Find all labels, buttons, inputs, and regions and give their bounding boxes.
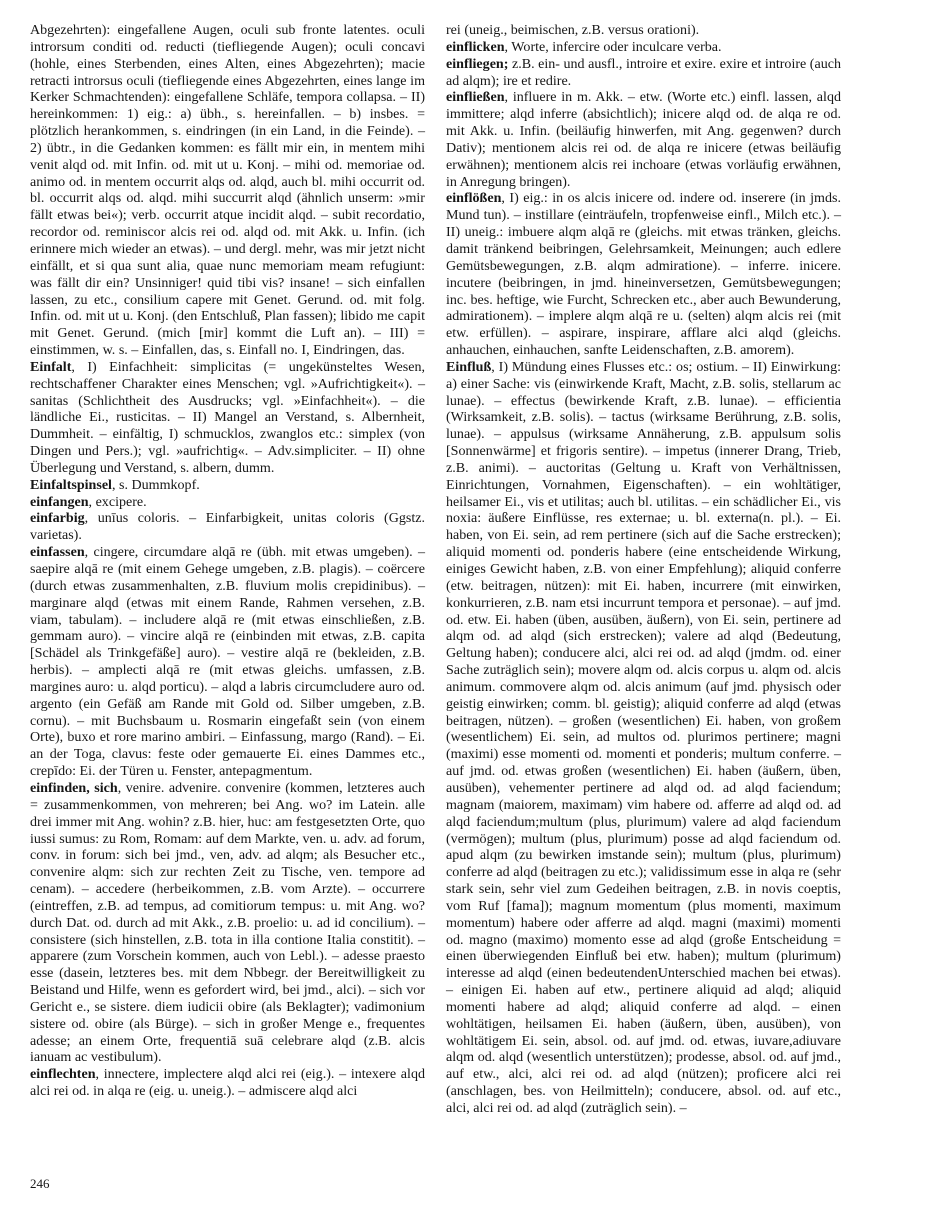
entry-lemma: einfinden, sich xyxy=(30,779,118,796)
dictionary-entry xyxy=(30,477,425,494)
dictionary-entry xyxy=(30,1066,425,1100)
entry-lemma: einfarbig xyxy=(30,510,85,527)
entry-body: , innectere, implectere alqd alci rei (eig.). – intexere alqd alci rei od. in alqa re (eig. u. uneig.). – admiscere alqd alci xyxy=(30,1066,425,1100)
entry-body: , I) Einfachheit: simplicitas (= ungekünsteltes Wesen, rechtschaffener Charakter eines Menschen; vgl. »Aufrichtigkeit«). – sanitas (Schlichtheit des Ausdrucks; vgl. »Einfachheit«). – die ländliche Ei., rusticitas. – II) Mangel an Verstand, s. Albernheit, Dummheit. – einfältig, I) schmucklos, zwanglos etc.: simplex (von Dingen und Pers.); vgl. »aufrichtig«. – Adv.simpliciter. – II) ohne Überlegung und Verstand, s. albern, dumm. xyxy=(30,358,425,476)
entry-body: , Worte, infercire oder inculcare verba. xyxy=(504,38,722,55)
dictionary-entry xyxy=(30,544,425,780)
entry-lemma: einfangen xyxy=(30,493,89,510)
dictionary-entry xyxy=(30,359,425,477)
entry-body: z.B. ein- und ausfl., introire et exire. exire et introire (auch ad alqm); ire et redire. xyxy=(446,55,841,89)
dictionary-entry xyxy=(446,56,841,90)
right-column xyxy=(446,22,841,1117)
entry-body: Abgezehrten): eingefallene Augen, oculi sub fronte latentes. oculi introrsum conditi od. reducti (tiefliegende Augen); oculi concavi (hohle, eines Sterbenden, eines Alten, eines Abgezehrten); macie retracti introrsus oculi (tiefliegende eines Abgezehrten, eines lange im Kerker Schmachtenden): eingefallene Schläfe, tempora collapsa. – II) hereinkommen: 1) eig.: a) übh., s. hereinfallen. – b) insbes. = plötzlich herankommen, s. eindringen (in ein Land, in die Feinde). – 2) übtr., in die Gedanken kommen: es fällt mir ein, in mentem mihi venit alqd od. mit Infin. od. mit ut u. Konj. – mihi od. memoriae od. animo od. in mentem occurrit alqs od. alqd, auch bl. mihi occurrit od. bl. occurrit alqs od. alqd. mihi succurrit alqd (ähnlich unserm: »mir fällt etwas bei«); verb. occurrit atque incidit alqd. – subit recordatio, recordor od. reminiscor alcis rei od. alqd od. mit Akk. u. Infin. (ich erinnere mich wieder an etwas). – und dergl. mehr, was mir jetzt nicht einfällt, et si qua sunt alia, quae nunc memoriam meam refugiunt: was fällt dir ein? Unsinniger! quid tibi vis? insane! – sich einfallen lassen, zu etc., consilium capere mit Genet. Gerund. od. mit folg. Infin. od. mit ut u. Konj. (den Entschluß, Plan fassen); libido me capit mit Genet. Gerund. (mich [mir] kommt die Luft an). – III) = einstimmen, w. s. – Einfallen, das, s. Einfall no. I, Eindringen, das. xyxy=(30,22,425,359)
dictionary-entry xyxy=(446,89,841,190)
dictionary-entry xyxy=(30,22,425,359)
dictionary-entry xyxy=(446,39,841,56)
entry-lemma: einflößen xyxy=(446,190,502,207)
dictionary-entry xyxy=(30,780,425,1066)
dictionary-entry xyxy=(446,190,841,358)
entry-body: , unīus coloris. – Einfarbigkeit, unitas coloris (Ggstz. varietas). xyxy=(30,510,425,544)
entry-lemma: einflicken xyxy=(446,38,505,55)
entry-body: , cingere, circumdare alqā re (übh. mit etwas umgeben). – saepire alqā re (mit einem Gehege umgeben, z.B. plagis). – coërcere (durch etwas zusammenhalten, z.B. fluvium molis crepidinibus). – marginare alqd (etwas mit einem Rande, Rahmen versehen, z.B. viam, tabulam). – includere alqā re (mit etwas einschließen, z.B. gemmam auro). – vincire alqā re (einbinden mit etwas, z.B. capita [Schädel als Trinkgefäße] auro). – vestire alqā re (bekleiden, z.B. herbis). – amplecti alqā re (mit etwas gleichs. umfassen, z.B. margines auro: u. alqd porticu). – alqd a labris circumcludere auro od. argento (ein Gefäß am Rande mit Gold od. Silber umgeben, z.B. cornu). – mit Buchsbaum u. Rosmarin eingefaßt sein (von einem Orte), buxo et rore marino ambiri. – Einfassung, margo (Rand). – Ei. an der Toga, clavus: feste oder gemauerte Ei. eines Dammes etc., crepīdo: Ei. der Türen u. Fenster, antepagmentum. xyxy=(30,544,425,780)
dictionary-entry xyxy=(30,494,425,511)
entry-body: , I) Mündung eines Flusses etc.: os; ostium. – II) Einwirkung: a) einer Sache: vis (einwirkende Kraft, Macht, z.B. solis, stellarum ac lunae). – effectus (bewirkende Kraft, z.B. lunae). – efficientia (Wirksamkeit, z.B. solis). – tactus (wirksame Berührung, z.B. solis, lunae). – appulsus (wirksame Annäherung, z.B. appulsum solis [Sonnenwärme] et frigoris sentire). – impetus (innerer Drang, Trieb, z.B. animi). – auctoritas (Geltung u. Kraft von Verhältnissen, Einrichtungen, Vornahmen, Eigenschaften). – ein wohltätiger, heilsamer Ei., vis et utilitas; auch bl. utilitas. – ein schädlicher Ei., vis noxia: äußere Einflüsse, res externae; u. bl. externa(n. pl.). – Ei. haben, von Ei. sein, ad rem pertinere (sich auf die Sache erstrecken); aliquid momenti od. ponderis habere (eine entscheidende Wirkung, einiges Gewicht haben, z.B. von einer Empfehlung); aliquid conferre (etw. beitragen, nützen): mit Ei. haben, incurrere (mit einwirken, konkurrieren, z.B. nam etsi incurrunt tempora et personae). – auf jmd. od. etw. Ei. haben (üben, ausüben, äußern), von Ei. sein, pertinere ad alqm od. ad alqd (sich erstrecken); valere ad alqd (Bedeutung, Geltung haben); conducere alci, alci rei od. ad alqd (jmdm. od. einer Sache zuträglich sein); movere alqm od. alcis corpus u. alqm od. alcis animum. commovere alqm od. alcis animum (auf jmd. physisch oder geistig einwirken; comm. bl. geistig); aliquid conferre ad alqd (etwas beitragen, nützen). – großen (wesentlichen) Ei. haben, von großem (wesentlichem) Ei. sein, ad multos od. plurimos pertinere; magni (maximi) esse momenti od. momenti et ponderis; multum conferre. – auf jmd. od. etwas großen (wesentlichen) Ei. haben (äußern, üben, ausüben), vehementer pertinere ad alqd od. ad alqd faciendum; magnam (maiorem, maximam) vim habere od. afferre ad alqd od. ad alqd faciendum;multum (plus, plurimum) valere ad alqd faciendum (vermögen); multum (plus, plurimum) posse ad alqd faciendum od. apud alqm (zu bewirken imstande sein); multum (plus, plurimum) conferre ad alqd (beitragen zu etc.); validissimum esse in alqa re (sehr stark sein, sehr viel zum Gedeihen beitragen, z.B. in novis coeptis, vom Ruf [fama]); magnum momentum (plus momenti, maximum momentum) habere oder afferre ad alqd. magni (maximi) momenti od. magno (maximo) momento esse ad alqd (große Entscheidung = einen überwiegenden Einfluß bei etw. haben); multum (plurimum) interesse ad alqd (einen bedeutendenUnterschied machen bei etwas). – einigen Ei. haben auf etw., pertinere aliquid ad alqd; aliquid momenti habere ad alqd; aliquid conferre ad alqd. – einen wohltätigen, heilsamen Ei. haben (äußern, üben, ausüben), von wohltätigem Ei. sein, absol. od. auf jmd. od. etwas, iuvare,adiuvare alqm od. alqd (wesentlich unterstützen); prodesse, absol. od. auf jmd., auf etw., alci, alci rei od. ad alqd (nützen); proficere alci rei (anschlagen, bes. von Heilmitteln); conducere, absol. od. auf etc., alci, alci rei od. ad alqd (zuträglich sein). – xyxy=(446,358,841,1116)
entry-body: rei (uneig., beimischen, z.B. versus orationi). xyxy=(446,22,700,38)
entry-lemma: einflechten xyxy=(30,1066,96,1083)
entry-lemma: Einfluß xyxy=(446,358,492,375)
entry-lemma: einfassen xyxy=(30,544,85,561)
left-column xyxy=(30,22,425,1100)
entry-lemma: Einfaltspinsel xyxy=(30,476,112,493)
entry-body: , excipere. xyxy=(88,493,147,510)
dictionary-entry xyxy=(446,359,841,1117)
entry-body: , I) eig.: in os alcis inicere od. indere od. inserere (in jmds. Mund tun). – instillare (einträufeln, tropfenweise einfl., Milch etc.). – II) uneig.: imbuere alqm alqā re (gleichs. mit etwas tränken, gleichs. damit tränkend beibringen, Gelehrsamkeit, Meinungen; auch edlere Gemütsbewegungen, z.B. alqm admiratione). – inferre. inicere. incutere (beibringen, in jmd. hineinversetzen, Gemütsbewegungen; inc. bes. heftige, wie Furcht, Schrecken etc., aber auch Bewunderung, admirationem). – implere alqm alqā re u. (selten) alqm alcis rei (mit etw. erfüllen). – aspirare, inspirare, afflare alci alqd (gleichs. anhauchen, einhauchen, sanfte Leidenschaften, z.B. amorem). xyxy=(446,190,841,359)
entry-lemma: einfliegen; xyxy=(446,55,509,72)
dictionary-entry xyxy=(30,510,425,544)
page-number: 246 xyxy=(30,1176,50,1191)
entry-lemma: einfließen xyxy=(446,89,505,106)
dictionary-entry xyxy=(446,22,841,39)
entry-body: , s. Dummkopf. xyxy=(111,476,200,493)
entry-body: , venire. advenire. convenire (kommen, letzteres auch = zusammenkommen, von mehreren; bei Ang. wo? im Latein. alle drei immer mit Ang. wohin? z.B. hier, huc: am festgesetzten Orte, quo iussi sumus: zu Rom, Romam: auf dem Markte, ven. u. adv. ad forum, conv. in forum: sich bei jmd., ven, adv. ad alqm; als Besucher etc., convenire alqm: sich zur rechten Zeit zu Tische, ven. tempore ad cenam). – accedere (herbeikommen, z.B. vom Arzte). – occurrere (eintreffen, z.B. ad tempus, ad comitiorum tempus: u. mit Ang. wo? durch Dat. od. durch ad mit Akk., z.B. proelio: u. ad id concilium). – consistere (sich hinstellen, z.B. tota in illa contione Italia constitit). – apparere (zum Vorschein kommen, auch von Lebl.). – adesse praesto esse (dasein, letzteres bes. mit dem Nbbegr. der Bereitwilligkeit zu Beistand und Hilfe, wenn es gefordert wird, bei jmd., alci). – sich vor Gericht e., se sistere. diem iudicii obire (als Beklagter); vadimonium sistere od. obire (als Bürge). – sich in großer Menge e., frequentes adesse; an einem Orte, frequentiā suā celebrare alqd (z.B. alcis ianuam ac vestibulum). xyxy=(30,779,425,1066)
entry-body: , influere in m. Akk. – etw. (Worte etc.) einfl. lassen, alqd immittere; alqd inferre (absichtlich); inicere alqd od. de alqa re od. mit Akk. u. Infin. (beiläufig hinwerfen, mit Ang. gegenwen? durch Dativ); mentionem alcis rei od. de alqa re inicere (etwas beiläufig erwähnen); mentionem alcis rei inchoare (etwas vorläufig erwähnen, in Anregung bringen). xyxy=(446,89,841,190)
entry-lemma: Einfalt xyxy=(30,358,72,375)
